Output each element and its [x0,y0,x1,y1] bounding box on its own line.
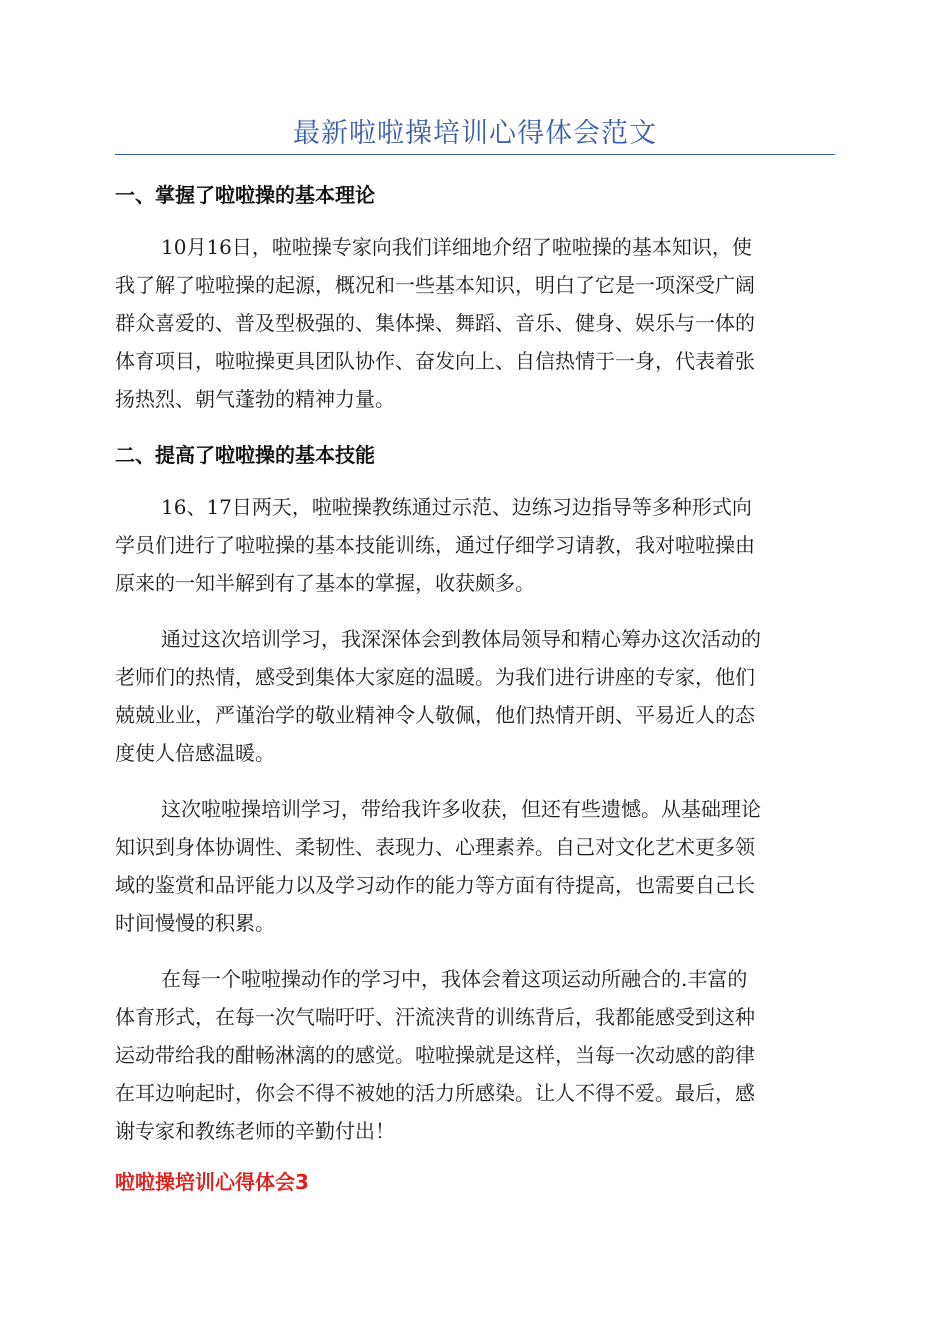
paragraph-1 [115,228,835,418]
paragraph-5 [115,960,835,1150]
paragraph-4 [115,790,835,942]
paragraph-line: 学员们进行了啦啦操的基本技能训练，通过仔细学习请教，我对啦啦操由 [115,533,755,557]
paragraph-line: 这次啦啦操培训学习，带给我许多收获，但还有些遗憾。从基础理论 [161,797,761,821]
paragraph-line: 我了解了啦啦操的起源，概况和一些基本知识，明白了它是一项深受广阔 [115,273,755,297]
paragraph-line: 通过这次培训学习，我深深体会到教体局领导和精心筹办这次活动的 [161,627,761,651]
paragraph-line: 在每一个啦啦操动作的学习中，我体会着这项运动所融合的.丰富的 [161,967,748,991]
paragraph-line: 在耳边响起时，你会不得不被她的活力所感染。让人不得不爱。最后，感 [115,1081,755,1105]
paragraph-line: 老师们的热情，感受到集体大家庭的温暖。为我们进行讲座的专家，他们 [115,665,755,689]
paragraph-line: 原来的一知半解到有了基本的掌握，收获颇多。 [115,571,535,595]
paragraph-line: 兢兢业业，严谨治学的敬业精神令人敬佩，他们热情开朗、平易近人的态 [115,703,755,727]
paragraph-line: 扬热烈、朝气蓬勃的精神力量。 [115,387,395,411]
paragraph-line: 体育形式，在每一次气喘吁吁、汗流浃背的训练背后，我都能感受到这种 [115,1005,755,1029]
section-heading-2: 二、提高了啦啦操的基本技能 [115,443,375,467]
paragraph-line: 谢专家和教练老师的辛勤付出！ [115,1119,395,1143]
paragraph-line: 16、17日两天，啦啦操教练通过示范、边练习边指导等多种形式向 [161,495,752,519]
paragraph-3 [115,620,835,772]
paragraph-line: 时间慢慢的积累。 [115,911,275,935]
paragraph-line: 体育项目，啦啦操更具团队协作、奋发向上、自信热情于一身，代表着张 [115,349,755,373]
paragraph-line: 10月16日，啦啦操专家向我们详细地介绍了啦啦操的基本知识，使 [161,235,752,259]
paragraph-line: 运动带给我的酣畅淋漓的的感觉。啦啦操就是这样，当每一次动感的韵律 [115,1043,755,1067]
title-underline [115,154,835,155]
section-heading-1: 一、掌握了啦啦操的基本理论 [115,183,375,207]
next-section-heading: 啦啦操培训心得体会3 [115,1170,309,1194]
paragraph-line: 知识到身体协调性、柔韧性、表现力、心理素养。自己对文化艺术更多领 [115,835,755,859]
paragraph-line: 群众喜爱的、普及型极强的、集体操、舞蹈、音乐、健身、娱乐与一体的 [115,311,755,335]
paragraph-line: 域的鉴赏和品评能力以及学习动作的能力等方面有待提高，也需要自己长 [115,873,755,897]
paragraph-line: 度使人倍感温暖。 [115,741,275,765]
paragraph-2 [115,488,835,602]
document-title: 最新啦啦操培训心得体会范文 [293,118,657,149]
